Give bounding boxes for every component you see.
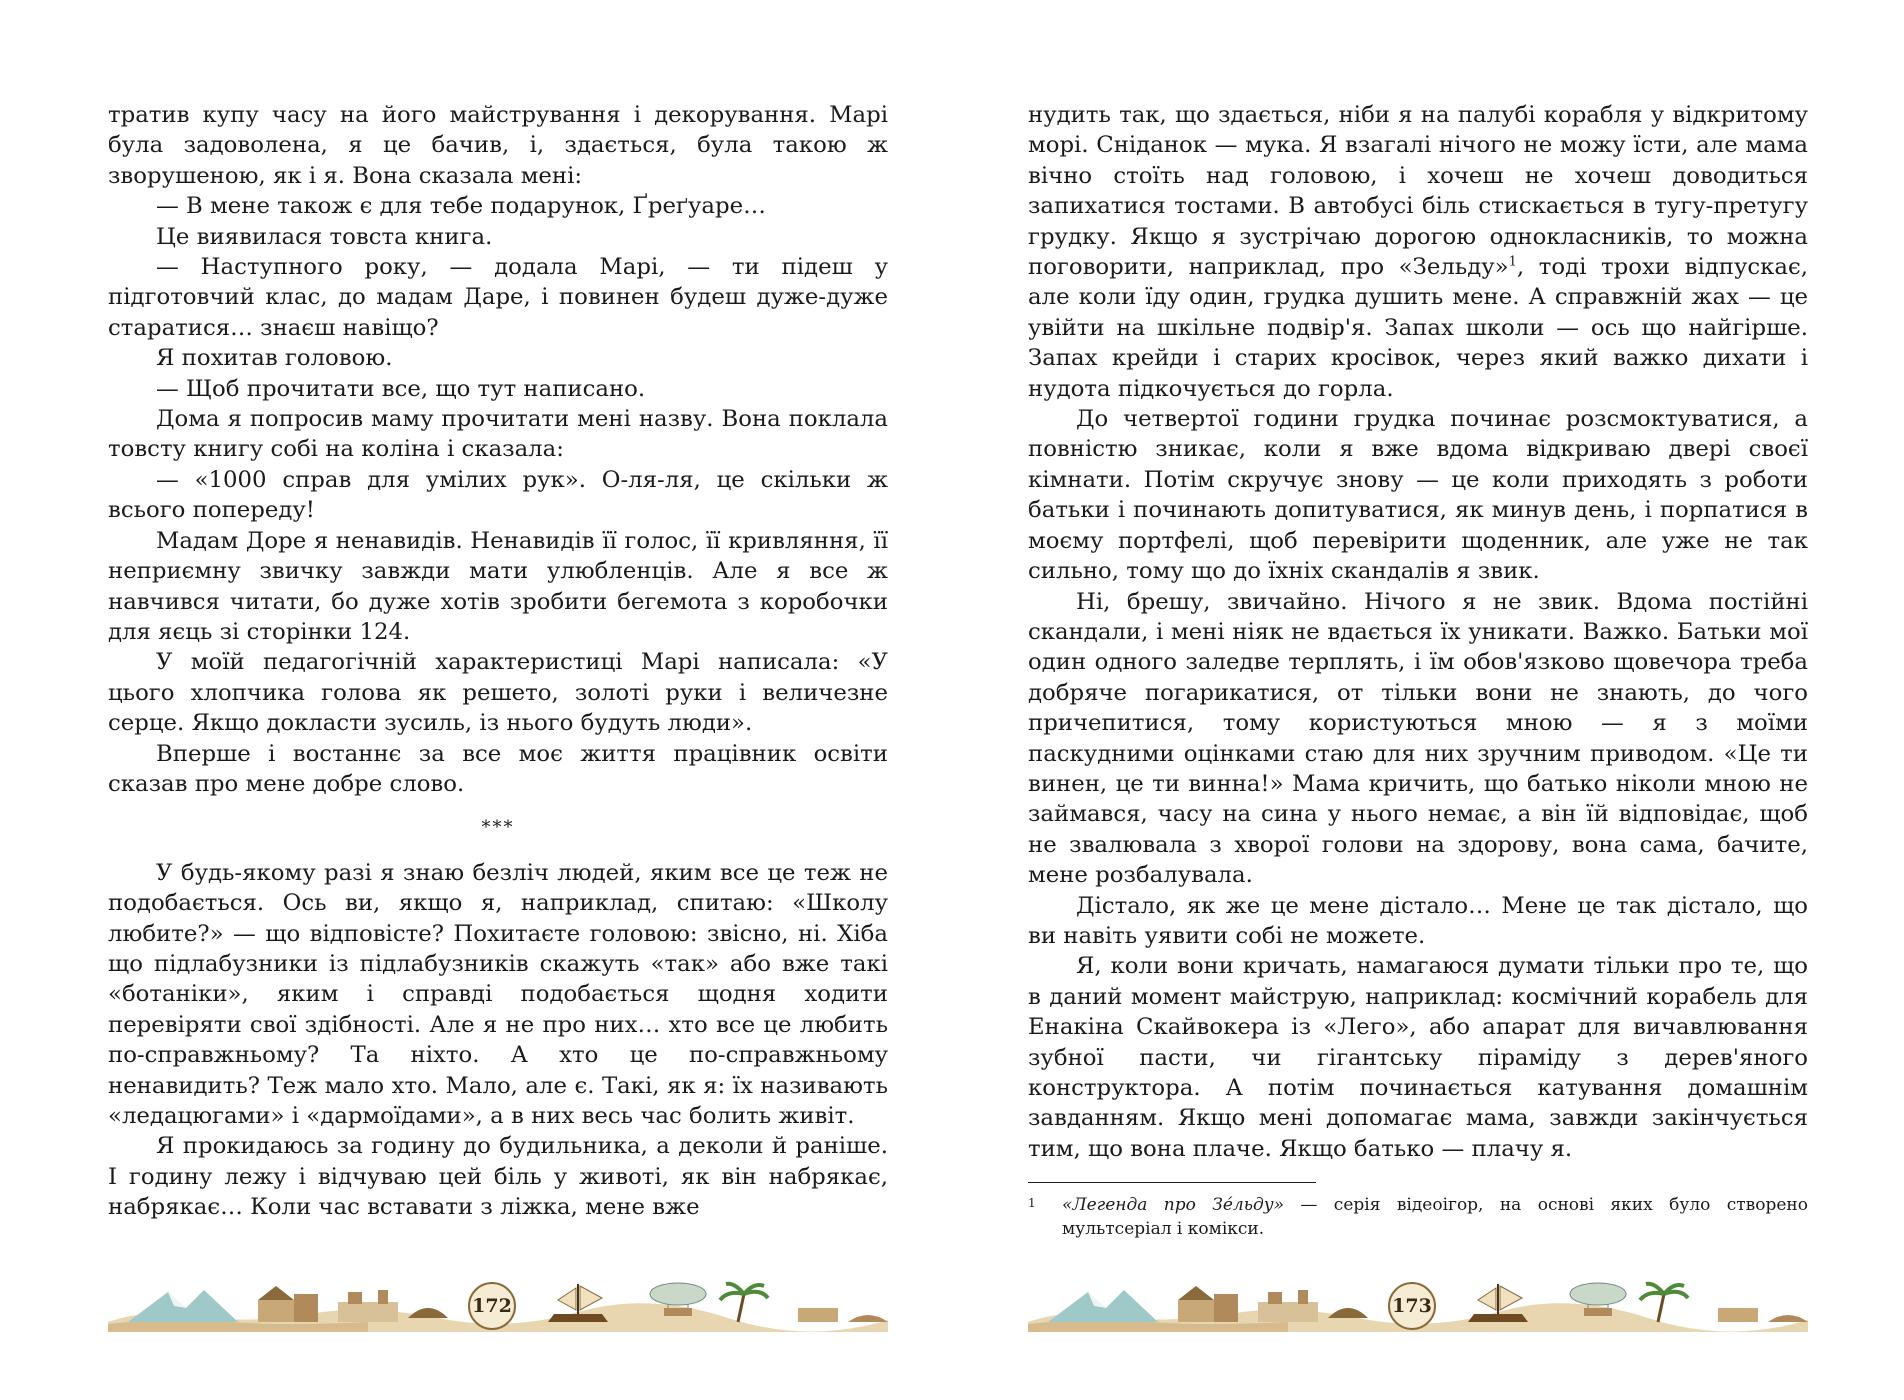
section-separator: *** [481,817,515,839]
footer-ornament [1028,1278,1808,1334]
paragraph: — Щоб прочитати все, що тут написано. [156,375,646,402]
footer-ornament [108,1278,888,1334]
footnote-text: — серія відеоігор, на основі яких було створено мультсеріал і комікси. [1062,1195,1808,1240]
paragraph: Я прокидаюсь за годину до будильника, а деколи й раніше. І годину лежу і відчуваю цей біль у животі, як він набрякає, набрякає… Коли час вставати з ліжка, мене вже [108,1133,888,1221]
paragraph: тратив купу часу на його майстрування і декорування. Марі була задоволена, я це бачив, і, здається, була такою ж зворушеною, як і я. Вона сказала мені: [108,102,888,189]
paragraph: Дома я попросив маму прочитати мені назву. Вона поклала товсту книгу собі на коліна і сказала: [108,406,888,463]
paragraph: Я, коли вони кричать, намагаюся думати тільки про те, що в даний момент майструю, наприклад: космічний корабель для Енакіна Скайвокера із «Лего», або апарат для вичавлювання зубної пасти, чи гігантську піраміду з дерев'яного конструктора. А потім починається катування домашнім завданням. Якщо мені допомагає мама, завжди закінчується тим, що вона плаче. Якщо батько — плачу я. [1028,953,1808,1162]
footnote-title: «Легенда про Зе́льду» [1062,1195,1285,1216]
page-number: 173 [1388,1282,1436,1330]
footnote-body [1062,1193,1808,1241]
footnote-reference: 1 [1508,254,1517,270]
right-page [1028,100,1808,1241]
paragraph: Я похитав головою. [156,345,393,372]
paragraph: — «1000 справ для умілих рук». О-ля-ля, це скільки ж всього попереду! [108,466,888,524]
paragraph: — Наступного року, — додала Марі, — ти підеш у підготовчий клас, до мадам Даре, і повинен будеш дуже-дуже старатися… знаєш навіщо? [108,254,888,341]
paragraph: Дістало, як же це мене дістало… Мене це так дістало, що ви навіть уявити собі не можете. [1028,892,1808,949]
paragraph: У будь-якому разі я знаю безліч людей, яким все це теж не подобається. Ось ви, якщо я, наприклад, спитаю: «Школу любите?» — що відповісте? Похитаєте головою: звісно, ні. Хіба що підлабузники із підлабузників скажуть «так» або вже такі «ботаніки», яким і справді подобається щодня ходити перевіряти свої здібності. Але я не про них… хто все це любить по-справжньому? Та ніхто. А хто це по-справжньому ненавидить? Теж мало хто. Мало, але є. Такі, як я: їх називають «ледацюгами» і «дармоїдами», а в них весь час болить живіт. [108,859,888,1129]
paragraph: Мадам Доре я ненавидів. Ненавидів її голос, її кривляння, її неприємну звичку завжди мати улюбленців. Але я все ж навчився читати, бо дуже хотів зробити бегемота з коробочки для яєць зі сторінки 124. [108,527,888,645]
page-number: 172 [468,1282,516,1330]
left-page [108,100,888,1223]
footnote-divider [1028,1182,1316,1183]
paragraph-text: , тоді трохи відпускає, але коли їду один, грудка душить мене. А справжній жах — це увійти на шкільне подвір'я. Запах школи — ось що найгірше. Запах крейди і старих кросівок, через який важко дихати і нудота підкочується до горла. [1028,254,1808,402]
paragraph-text: нудить так, що здається, ніби я на палубі корабля у відкритому морі. Сніданок — мука. Я взагалі нічого не можу їсти, але мама вічно стоїть над головою, і хочеш не хочеш доводиться запихатися тостами. В автобусі біль стискається в тугу-претугу грудку. Якщо я зустрічаю дорогою однокласників, то можна поговорити, наприклад, про «Зельду» [1028,102,1808,281]
paragraph: Ні, брешу, звичайно. Нічого я не звик. Вдома постійні скандали, і мені ніяк не вдається їх уникати. Важко. Батьки мої один одного заледве терплять, і їм обов'язково щовечора треба добряче погарикатися, от тільки вони не знають, до чого причепитися, тому користуються мною — я з моїми паскудними оцінками стаю для них зручним приводом. «Це ти винен, це ти винна!» Мама кричить, що батько ніколи мною не займався, часу на сина у нього немає, а він їй відповідає, щоб не звалювала з хворої голови на здорову, вона сама, бачите, мене розбалувала. [1028,588,1808,889]
paragraph: — В мене також є для тебе подарунок, Ґреґуаре… [156,193,766,220]
paragraph: У моїй педагогічній характеристиці Марі написала: «У цього хлопчика голова як решето, золоті руки і величезне серце. Якщо докласти зусиль, із нього будуть люди». [108,649,888,737]
paragraph: Це виявилася товста книга. [156,223,493,250]
paragraph: Вперше і востаннє за все моє життя працівник освіти сказав про мене добре слово. [108,740,888,797]
footnote-mark: 1 [1028,1196,1036,1211]
footnote [1028,1193,1808,1241]
paragraph: До четвертої години грудка починає розсмоктуватися, а повністю зникає, коли я вже вдома відкриваю двері своєї кімнати. Потім скручує знову — це коли приходять з роботи батьки і починають допитуватися, як минув день, і порпатися в моєму портфелі, щоб перевірити щоденник, але уже не так сильно, тому що до їхніх скандалів я звик. [1028,406,1808,585]
paragraph [1028,100,1808,404]
